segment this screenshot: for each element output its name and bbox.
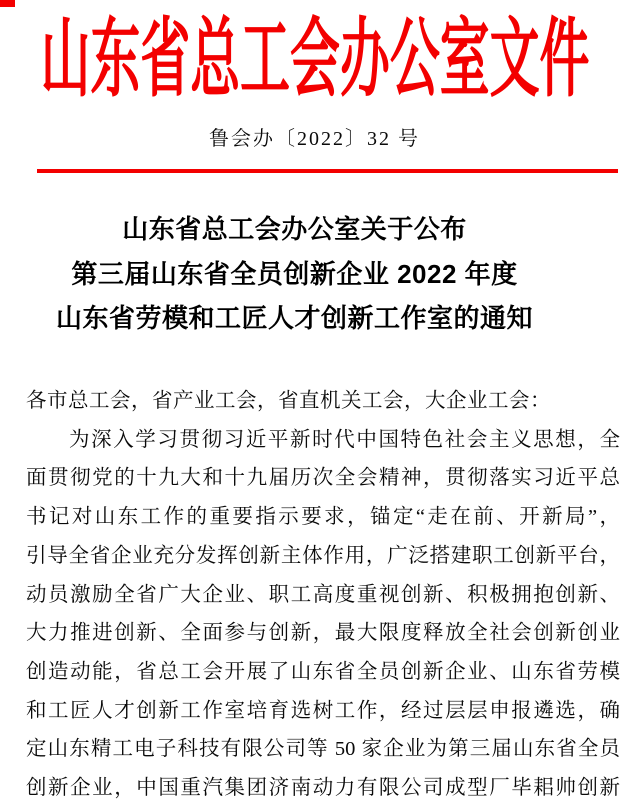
paragraph-line: 动员激励全省广大企业、职工高度重视创新、积极拥抱创新、 [26, 583, 620, 606]
paragraph-line: 书记对山东工作的重要指示要求，锚定“走在前、开新局”， [26, 506, 620, 529]
document-body [26, 382, 620, 808]
paragraph-line: 定山东精工电子科技有限公司等 50 家企业为第三届山东省全员 [26, 738, 620, 761]
notice-title [26, 207, 563, 341]
paragraph-line: 创造动能，省总工会开展了山东省全员创新企业、山东省劳模 [26, 660, 620, 683]
paragraph-line: 为深入学习贯彻习近平新时代中国特色社会主义思想，全 [69, 428, 620, 451]
document-number: 鲁会办〔2022〕32 号 [209, 128, 420, 150]
salutation-line: 各市总工会，省产业工会，省直机关工会，大企业工会： [26, 390, 551, 412]
letterhead [0, 8, 629, 110]
notice-title-line-1: 山东省总工会办公室关于公布 [122, 214, 467, 244]
letterhead-org-title: 山东省总工会办公室文件 [40, 11, 589, 107]
paragraph-line: 创新企业，中国重汽集团济南动力有限公司成型厂毕耜帅创新 [26, 777, 620, 800]
paragraph-line: 和工匠人才创新工作室培育选树工作，经过层层申报遴选，确 [26, 699, 620, 722]
body-paragraph [26, 421, 620, 808]
scan-corner-mark [0, 0, 15, 7]
paragraph-line: 引导全省企业充分发挥创新主体作用，广泛搭建职工创新平台， [26, 544, 620, 567]
paragraph-line: 大力推进创新、全面参与创新，最大限度释放全社会创新创业 [26, 622, 620, 645]
notice-title-line-3: 山东省劳模和工匠人才创新工作室的通知 [55, 303, 533, 333]
notice-title-line-2: 第三届山东省全员创新企业 2022 年度 [71, 258, 518, 289]
paragraph-line: 面贯彻党的十九大和十九届历次全会精神，贯彻落实习近平总 [26, 467, 620, 490]
red-separator-line [37, 169, 618, 173]
